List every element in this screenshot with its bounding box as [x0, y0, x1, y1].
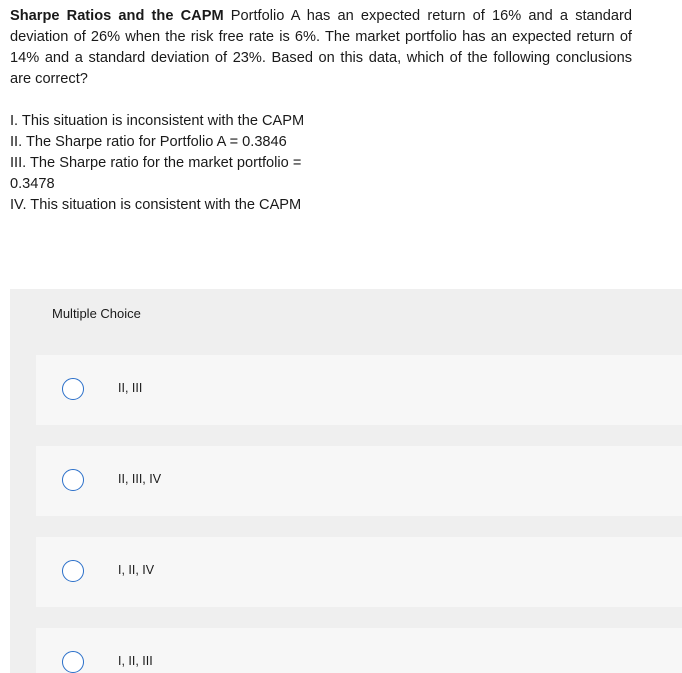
radio-button-icon[interactable] — [62, 651, 84, 673]
question-text — [10, 6, 632, 90]
statement-item: IV. This situation is consistent with the CAPM — [10, 197, 302, 213]
answer-option-label: I, II, III — [118, 654, 153, 668]
radio-button-icon[interactable] — [62, 560, 84, 582]
question-body: Portfolio A has an expected return of 16% and a standard deviation of 26% when the risk free rate is 6%. The market portfolio has an expected return of 14% and a standard deviation of 23%. Based on this data, which of the following conclusions are correct? — [10, 8, 632, 87]
statement-item: I. This situation is inconsistent with the CAPM — [10, 113, 305, 129]
answer-option-4[interactable] — [36, 628, 682, 673]
multiple-choice-label: Multiple Choice — [52, 306, 141, 321]
statement-item: II. The Sharpe ratio for Portfolio A = 0.3846 — [10, 134, 287, 150]
radio-button-icon[interactable] — [62, 378, 84, 400]
answer-option-2[interactable] — [36, 446, 682, 516]
statement-item: III. The Sharpe ratio for the market portfolio = 0.3478 — [10, 155, 302, 192]
answer-option-label: I, II, IV — [118, 563, 155, 577]
answer-option-label: II, III — [118, 381, 143, 395]
question-title: Sharpe Ratios and the CAPM — [10, 8, 224, 24]
answer-option-3[interactable] — [36, 537, 682, 607]
answer-option-label: II, III, IV — [118, 472, 162, 486]
radio-button-icon[interactable] — [62, 469, 84, 491]
statement-list — [10, 111, 340, 216]
multiple-choice-panel — [10, 289, 682, 673]
answer-option-1[interactable] — [36, 355, 682, 425]
